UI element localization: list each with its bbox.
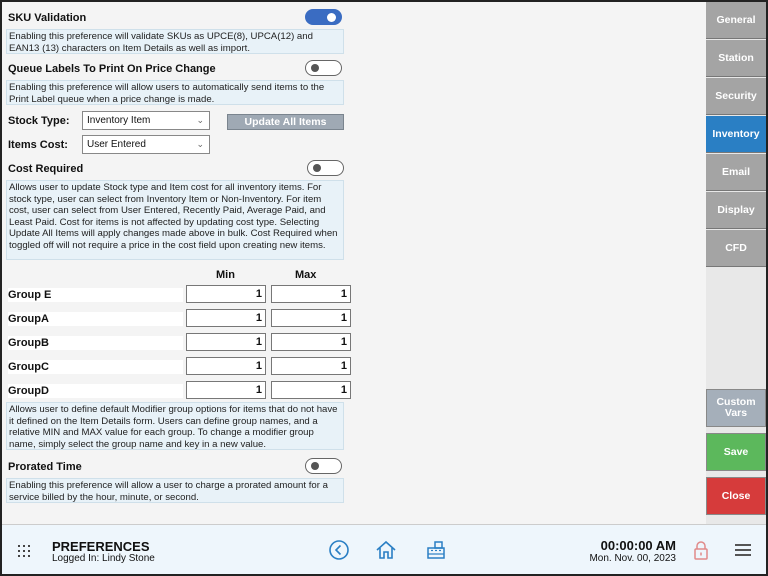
- sku-validation-description: Enabling this preference will validate SKUs as UPCE(8), UPCA(12) and EAN13 (13) characters on Item Details as well as import.: [6, 29, 344, 54]
- min-column-header: Min: [216, 269, 235, 281]
- group-max-input[interactable]: 1: [271, 309, 351, 327]
- prorated-time-title: Prorated Time: [8, 461, 82, 473]
- home-icon[interactable]: [375, 539, 397, 561]
- group-name-input[interactable]: Group E: [8, 288, 183, 302]
- cost-required-toggle[interactable]: [307, 160, 344, 176]
- save-button[interactable]: Save: [706, 433, 766, 471]
- clock-time: 00:00:00 AM: [600, 538, 676, 553]
- logged-in-user: Logged In: Lindy Stone: [52, 553, 155, 564]
- items-cost-select[interactable]: [82, 135, 210, 154]
- modifier-groups-description: Allows user to define default Modifier group options for items that do not have it defined on the Item Details form. Users can define group names, and a relative MIN and MAX value for each group. To change a modifier group name, simply select the group name and key in a new value.: [6, 402, 344, 450]
- cost-required-title: Cost Required: [8, 163, 84, 175]
- group-min-input[interactable]: 1: [186, 381, 266, 399]
- footer-bar: [2, 524, 766, 574]
- group-name-input[interactable]: GroupA: [8, 312, 183, 326]
- group-min-input[interactable]: 1: [186, 357, 266, 375]
- group-min-input[interactable]: 1: [186, 333, 266, 351]
- group-max-input[interactable]: 1: [271, 381, 351, 399]
- chevron-down-icon: ⌄: [196, 115, 204, 125]
- register-icon[interactable]: [425, 539, 447, 561]
- group-max-input[interactable]: 1: [271, 333, 351, 351]
- lock-icon[interactable]: [690, 539, 712, 561]
- tab-inventory[interactable]: Inventory: [706, 116, 766, 153]
- queue-labels-title: Queue Labels To Print On Price Change: [8, 63, 216, 75]
- page-title: PREFERENCES: [52, 539, 150, 554]
- items-cost-label: Items Cost:: [8, 139, 68, 151]
- tab-general[interactable]: General: [706, 2, 766, 39]
- queue-labels-description: Enabling this preference will allow users to automatically send items to the Print Label queue when a price change is made.: [6, 80, 344, 105]
- stock-type-value: Inventory Item: [87, 115, 151, 126]
- sku-validation-toggle[interactable]: [305, 9, 342, 25]
- group-min-input[interactable]: 1: [186, 285, 266, 303]
- preferences-panel: [2, 2, 706, 524]
- apps-grid-icon[interactable]: [18, 545, 32, 557]
- back-icon[interactable]: [328, 539, 350, 561]
- group-name-input[interactable]: GroupB: [8, 336, 183, 350]
- stock-type-label: Stock Type:: [8, 115, 70, 127]
- items-cost-value: User Entered: [87, 139, 146, 150]
- tab-display[interactable]: Display: [706, 192, 766, 229]
- group-max-input[interactable]: 1: [271, 357, 351, 375]
- tab-email[interactable]: Email: [706, 154, 766, 191]
- tab-station[interactable]: Station: [706, 40, 766, 77]
- prorated-time-toggle[interactable]: [305, 458, 342, 474]
- prorated-time-description: Enabling this preference will allow a user to charge a prorated amount for a service billed by the hour, minute, or second.: [6, 478, 344, 503]
- custom-vars-label-1: Custom: [716, 396, 756, 408]
- stock-type-select[interactable]: [82, 111, 210, 130]
- update-all-items-button[interactable]: Update All Items: [227, 114, 344, 130]
- max-column-header: Max: [295, 269, 317, 281]
- group-min-input[interactable]: 1: [186, 309, 266, 327]
- group-name-input[interactable]: GroupD: [8, 384, 183, 398]
- queue-labels-toggle[interactable]: [305, 60, 342, 76]
- group-name-input[interactable]: GroupC: [8, 360, 183, 374]
- custom-vars-button[interactable]: [706, 389, 766, 427]
- cost-required-description: Allows user to update Stock type and Item cost for all inventory items. For stock type, user can select from Inventory Item or Non-Inventory. For item cost, user can select from User Entered, Recently Paid, Average Paid, and Least Paid. Cost for items is not affected by updating cost type. Selecting Update All Items will apply changes made above in bulk. Cost Required when toggled off will not require a price in the cost field upon creating new items.: [6, 180, 344, 260]
- close-button[interactable]: Close: [706, 477, 766, 515]
- clock-date: Mon. Nov. 00, 2023: [589, 553, 676, 564]
- tab-security[interactable]: Security: [706, 78, 766, 115]
- menu-icon[interactable]: [732, 539, 754, 561]
- sku-validation-title: SKU Validation: [8, 12, 87, 24]
- tab-cfd[interactable]: CFD: [706, 230, 766, 267]
- sidebar: [706, 2, 766, 524]
- custom-vars-label-2: Vars: [724, 407, 748, 419]
- chevron-down-icon: ⌄: [196, 139, 204, 149]
- group-max-input[interactable]: 1: [271, 285, 351, 303]
